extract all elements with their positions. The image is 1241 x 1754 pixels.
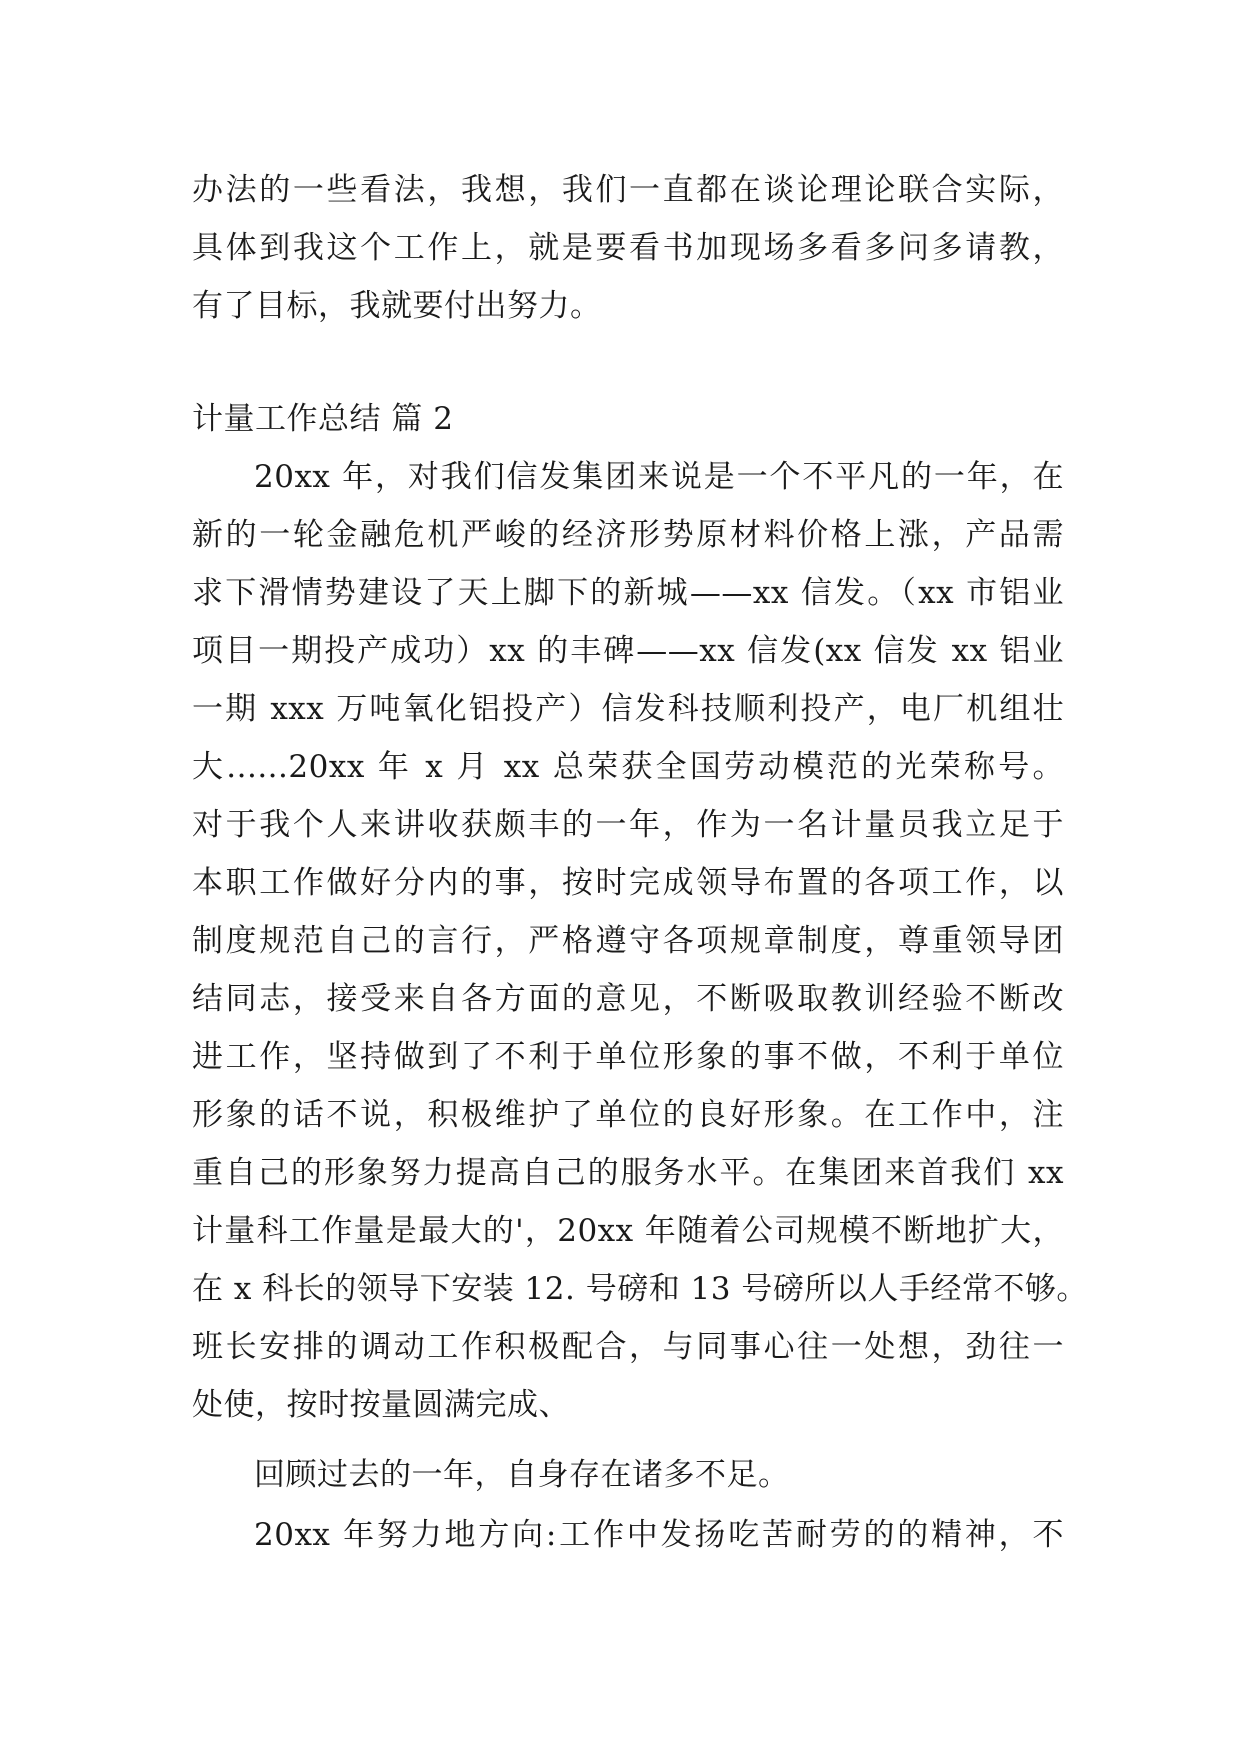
- direction-paragraph: [192, 1506, 1064, 1564]
- review-paragraph: [192, 1446, 1064, 1504]
- text-line: 班长安排的调动工作积极配合，与同事心往一处想，劲往一: [192, 1329, 1064, 1365]
- continued-paragraph: [192, 161, 1064, 335]
- text-line: 20xx 年，对我们信发集团来说是一个不平凡的一年，在: [254, 459, 1064, 495]
- text-line: 结同志，接受来自各方面的意见，不断吸取教训经验不断改: [192, 981, 1064, 1017]
- text-line: 大......20xx 年 x 月 xx 总荣获全国劳动模范的光荣称号。: [192, 749, 1064, 785]
- text-line: 项目一期投产成功）xx 的丰碑——xx 信发(xx 信发 xx 铝业: [192, 633, 1064, 669]
- text-line: 本职工作做好分内的事，按时完成领导布置的各项工作，以: [192, 865, 1064, 901]
- text-line: 处使，按时按量圆满完成、: [192, 1387, 570, 1423]
- text-line: 进工作，坚持做到了不利于单位形象的事不做，不利于单位: [192, 1039, 1064, 1075]
- text-line: 有了目标，我就要付出努力。: [192, 288, 602, 324]
- text-line: 形象的话不说，积极维护了单位的良好形象。在工作中，注: [192, 1097, 1064, 1133]
- text-line: 办法的一些看法，我想，我们一直都在谈论理论联合实际，: [192, 172, 1064, 208]
- text-line: 回顾过去的一年，自身存在诸多不足。: [254, 1457, 790, 1493]
- text-line: 一期 xxx 万吨氧化铝投产）信发科技顺利投产，电厂机组壮: [192, 691, 1064, 727]
- text-line: 制度规范自己的言行，严格遵守各项规章制度，尊重领导团: [192, 923, 1064, 959]
- text-line: 对于我个人来讲收获颇丰的一年，作为一名计量员我立足于: [192, 807, 1064, 843]
- text-line: 重自己的形象努力提高自己的服务水平。在集团来首我们 xx: [192, 1155, 1064, 1191]
- text-line: 在 x 科长的领导下安装 12. 号磅和 13 号磅所以人手经常不够。: [192, 1271, 1088, 1307]
- text-line: 具体到我这个工作上，就是要看书加现场多看多问多请教，: [192, 230, 1064, 266]
- text-line: 新的一轮金融危机严峻的经济形势原材料价格上涨，产品需: [192, 517, 1064, 553]
- text-line: 求下滑情势建设了天上脚下的新城——xx 信发。（xx 市铝业: [192, 575, 1064, 611]
- text-line: 计量科工作量是最大的'，20xx 年随着公司规模不断地扩大，: [192, 1213, 1064, 1249]
- main-paragraph: [192, 448, 1088, 1434]
- section-heading: 计量工作总结 篇 2: [192, 401, 454, 437]
- text-line: 20xx 年努力地方向:工作中发扬吃苦耐劳的的精神，不: [254, 1517, 1064, 1553]
